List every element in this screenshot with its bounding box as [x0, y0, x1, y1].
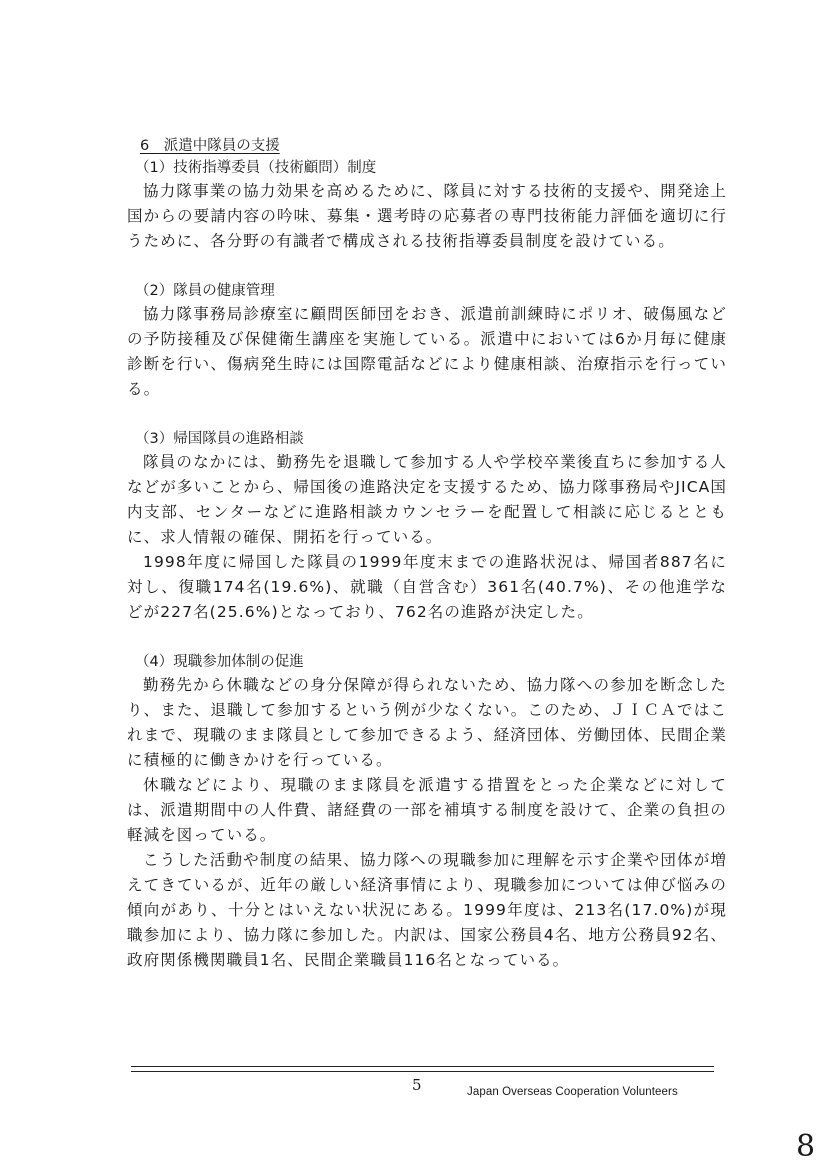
paragraph: 休職などにより、現職のまま隊員を派遣する措置をとった企業などに対しては、派遣期間中の人件費、諸経費の一部を補填する制度を設けて、企業の負担の軽減を図っている。 [127, 776, 727, 844]
footer-publisher: Japan Overseas Cooperation Volunteers [467, 1086, 678, 1098]
subsection-heading: （2）隊員の健康管理 [135, 283, 275, 299]
footer-rule-top [131, 1066, 714, 1067]
paragraph: 協力隊事業の協力効果を高めるために、隊員に対する技術的支援や、開発途上国からの要請内容の吟味、募集・選考時の応募者の専門技術能力評価を適切に行うために、各分野の有識者で構成される技術指導委員制度を設けている。 [127, 182, 727, 250]
subsection-incumbent-participation [127, 651, 727, 973]
subsection-career-counseling [127, 428, 727, 625]
paragraph: こうした活動や制度の結果、協力隊への現職参加に理解を示す企業や団体が増えてきているが、近年の厳しい経済事情により、現職参加については伸び悩みの傾向があり、十分とはいえない状況にある。1999年度は、213名(17.0%)が現職参加により、協力隊に参加した。内訳は、国家公務員4名、地方公務員92名、政府関係機関職員1名、民間企業職員116名となっている。 [127, 851, 727, 969]
document-body [127, 135, 727, 973]
subsection-heading: （3）帰国隊員の進路相談 [135, 431, 304, 447]
footer-rule-bottom [131, 1071, 714, 1072]
subsection-technical-advisors [127, 157, 727, 254]
section-title: 6 派遣中隊員の支援 [140, 138, 280, 154]
paragraph: 勤務先から休職などの身分保障が得られないため、協力隊への参加を断念したり、また、退職して参加するという例が少なくない。このため、ＪＩＣＡではこれまで、現職のまま隊員として参加できるよう、経済団体、労働団体、民間企業に積極的に働きかけを行っている。 [127, 676, 727, 769]
corner-page-number: 8 [796, 1129, 816, 1164]
subsection-heading: （4）現職参加体制の促進 [135, 654, 304, 670]
subsection-health-management [127, 280, 727, 402]
subsection-heading: （1）技術指導委員（技術顧問）制度 [135, 160, 377, 176]
paragraph: 1998年度に帰国した隊員の1999年度末までの進路状況は、帰国者887名に対し、復職174名(19.6%)、就職（自営含む）361名(40.7%)、その他進学などが227名(25.6%)となっており、762名の進路が決定した。 [127, 553, 727, 621]
page-number: 5 [412, 1076, 422, 1094]
paragraph: 隊員のなかには、勤務先を退職して参加する人や学校卒業後直ちに参加する人などが多いことから、帰国後の進路決定を支援するため、協力隊事務局やJICA国内支部、センターなどに進路相談カウンセラーを配置して相談に応じるとともに、求人情報の確保、開拓を行っている。 [127, 453, 727, 546]
paragraph: 協力隊事務局診療室に顧問医師団をおき、派遣前訓練時にポリオ、破傷風などの予防接種及び保健衛生講座を実施している。派遣中においては6か月毎に健康診断を行い、傷病発生時には国際電話などにより健康相談、治療指示を行っている。 [127, 305, 727, 398]
